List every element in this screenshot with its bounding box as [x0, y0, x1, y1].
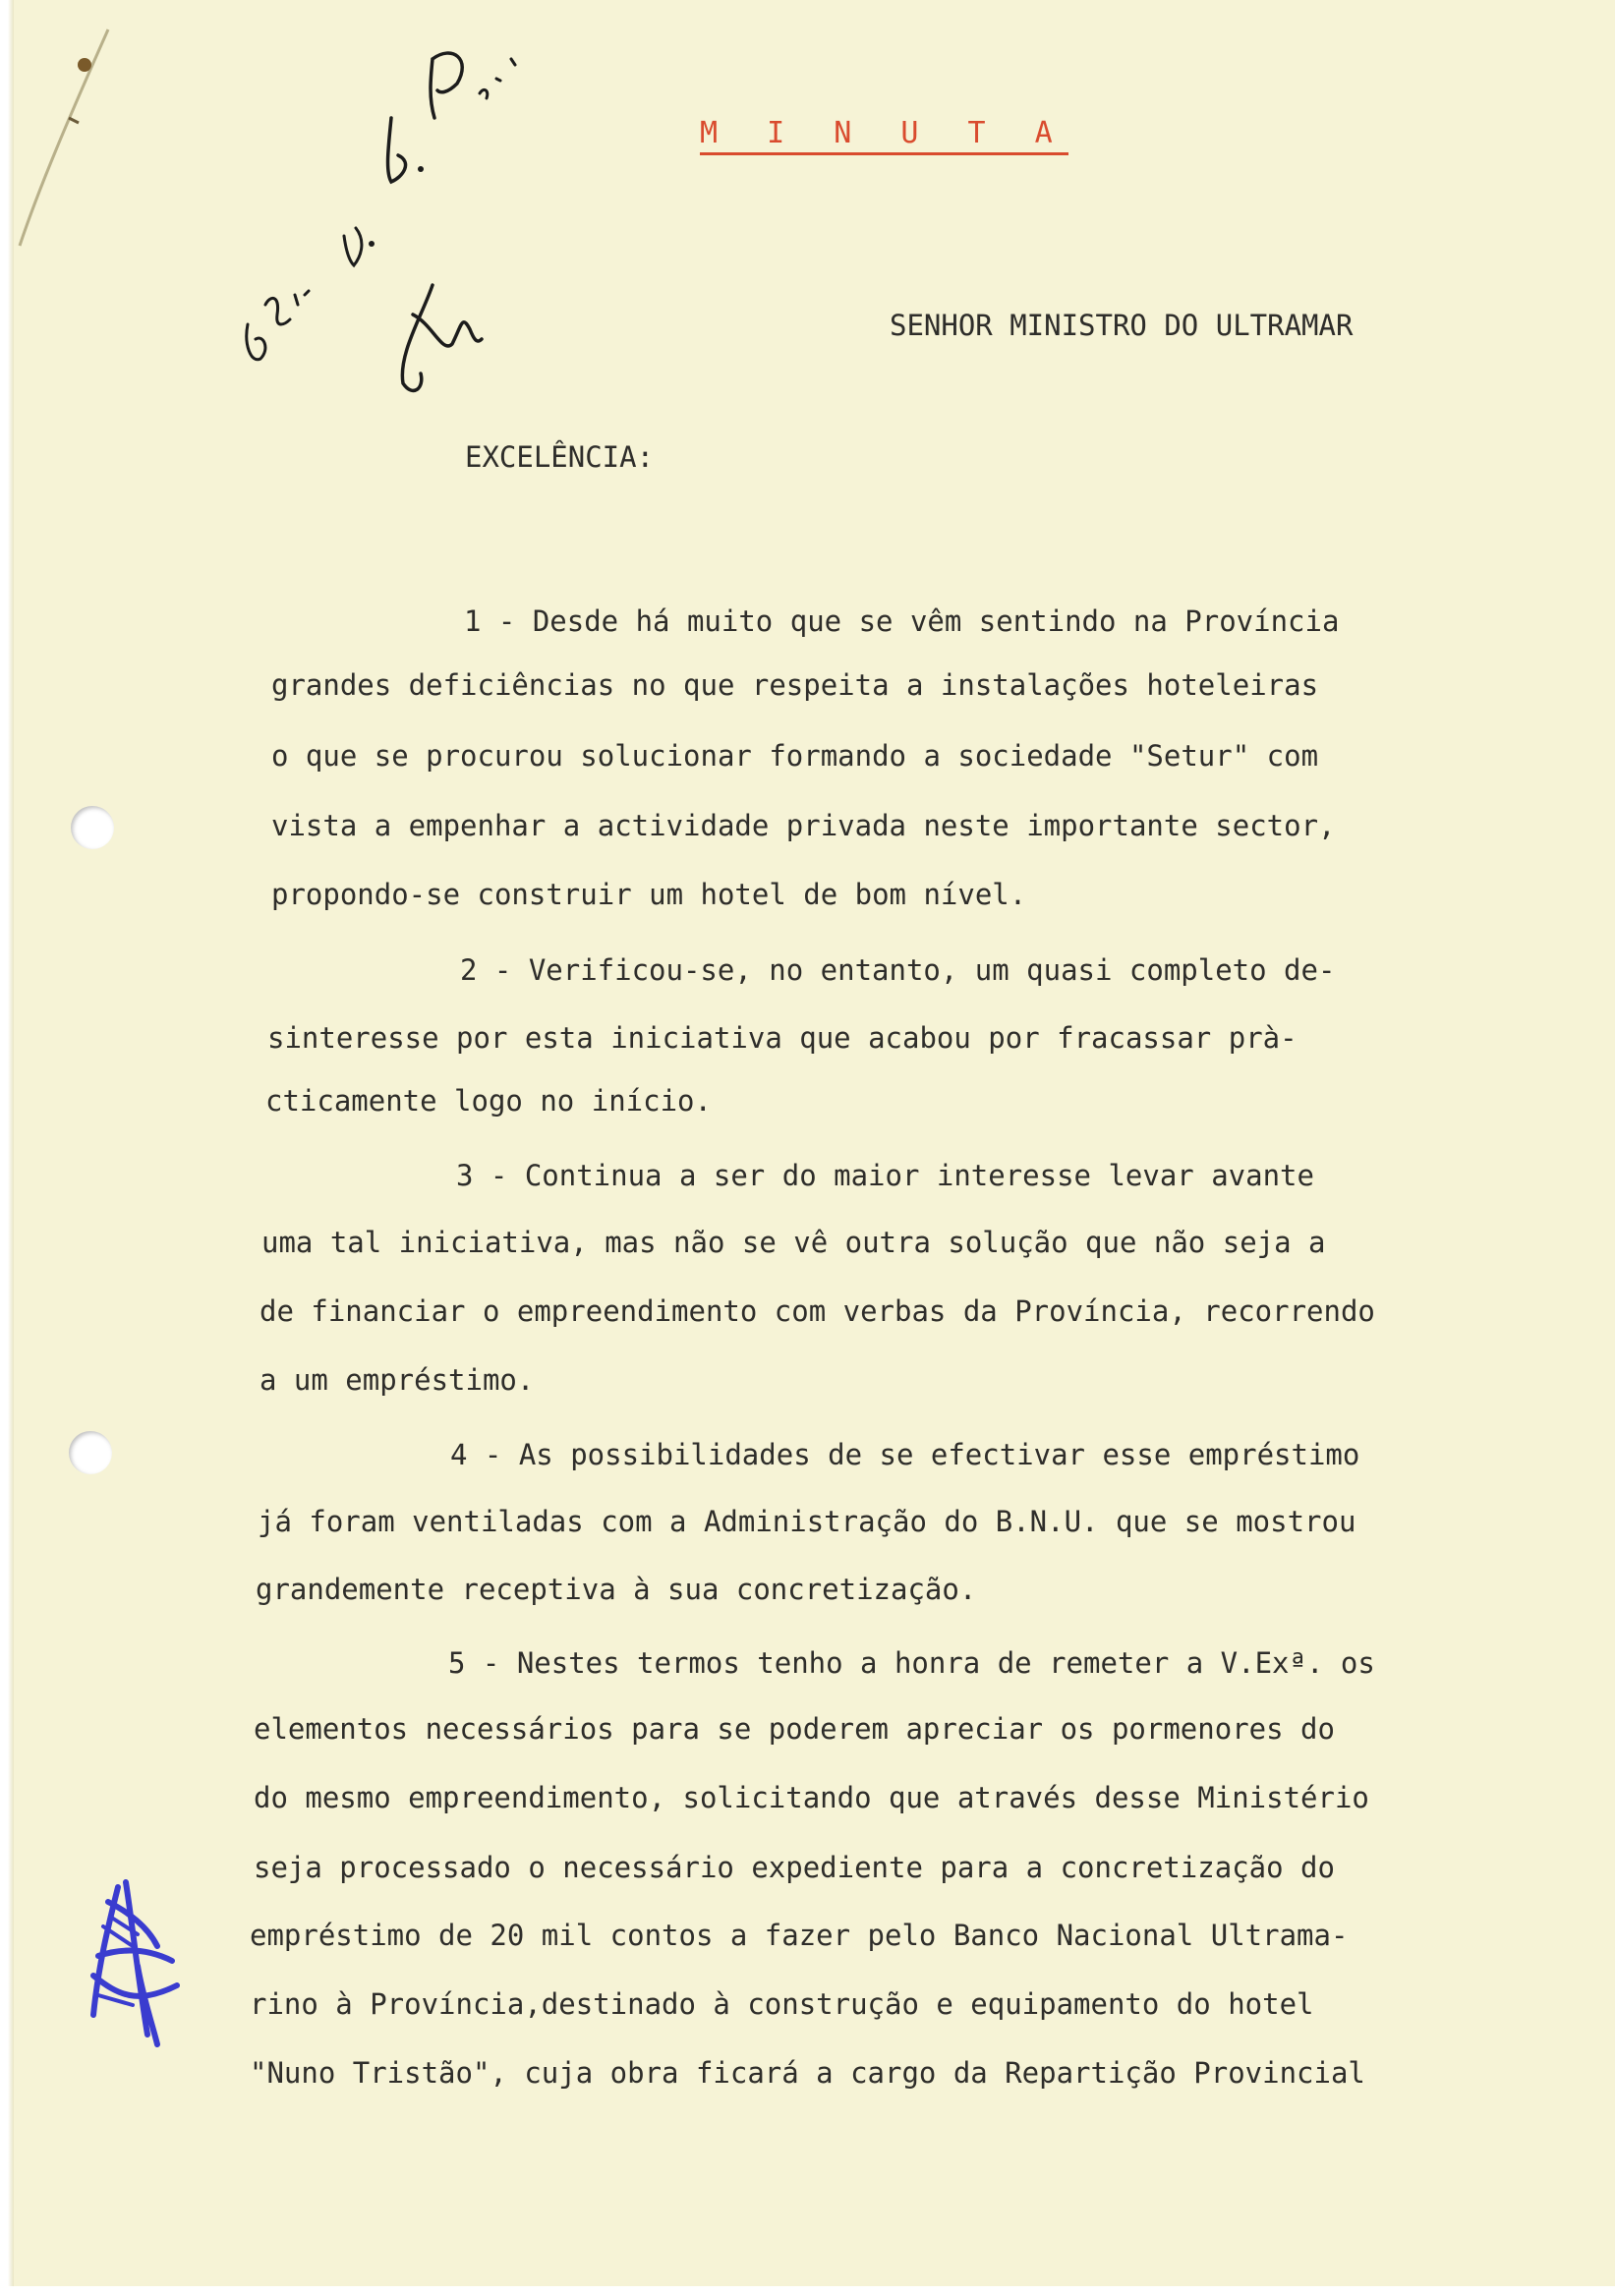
- document-heading: M I N U T A: [700, 116, 1068, 155]
- recipient-line: SENHOR MINISTRO DO ULTRAMAR: [890, 309, 1354, 342]
- text-line: 1 - Desde há muito que se vêm sentindo na Província: [464, 604, 1340, 638]
- punch-hole-lower: [69, 1431, 112, 1474]
- text-line: vista a empenhar a actividade privada neste importante sector,: [271, 809, 1336, 842]
- text-line: já foram ventiladas com a Administração do B.N.U. que se mostrou: [258, 1505, 1356, 1538]
- text-line: grandes deficiências no que respeita a instalações hoteleiras: [271, 668, 1319, 702]
- text-line: de financiar o empreendimento com verbas da Província, recorrendo: [260, 1294, 1375, 1328]
- text-line: grandemente receptiva à sua concretização.: [256, 1573, 977, 1606]
- text-line: uma tal iniciativa, mas não se vê outra solução que não seja a: [261, 1226, 1326, 1259]
- text-line: sinteresse por esta iniciativa que acabou por fracassar prà-: [267, 1021, 1298, 1055]
- text-line: elementos necessários para se poderem apreciar os pormenores do: [254, 1712, 1335, 1746]
- text-line: 4 - As possibilidades de se efectivar esse empréstimo: [450, 1438, 1360, 1471]
- text-line: seja processado o necessário expediente para a concretização do: [254, 1851, 1335, 1884]
- text-line: rino à Província,destinado à construção e equipamento do hotel: [250, 1987, 1314, 2021]
- text-line: 3 - Continua a ser do maior interesse levar avante: [456, 1159, 1314, 1192]
- text-line: a um empréstimo.: [260, 1363, 535, 1397]
- punch-hole-upper: [71, 806, 114, 849]
- text-line: 5 - Nestes termos tenho a honra de remeter a V.Exª. os: [448, 1646, 1375, 1680]
- text-line: propondo-se construir um hotel de bom nível.: [271, 878, 1027, 911]
- text-line: 2 - Verificou-se, no entanto, um quasi completo de-: [460, 953, 1336, 987]
- text-line: do mesmo empreendimento, solicitando que através desse Ministério: [254, 1781, 1369, 1814]
- text-line: cticamente logo no início.: [265, 1084, 712, 1118]
- paper-left-edge: [0, 0, 14, 2296]
- text-line: empréstimo de 20 mil contos a fazer pelo Banco Nacional Ultrama-: [250, 1919, 1349, 1952]
- salutation: EXCELÊNCIA:: [465, 440, 655, 474]
- text-line: "Nuno Tristão", cuja obra ficará a cargo da Repartição Provincial: [250, 2056, 1365, 2090]
- paper-bottom-edge: [0, 2286, 1615, 2296]
- text-line: o que se procurou solucionar formando a sociedade "Setur" com: [271, 739, 1319, 773]
